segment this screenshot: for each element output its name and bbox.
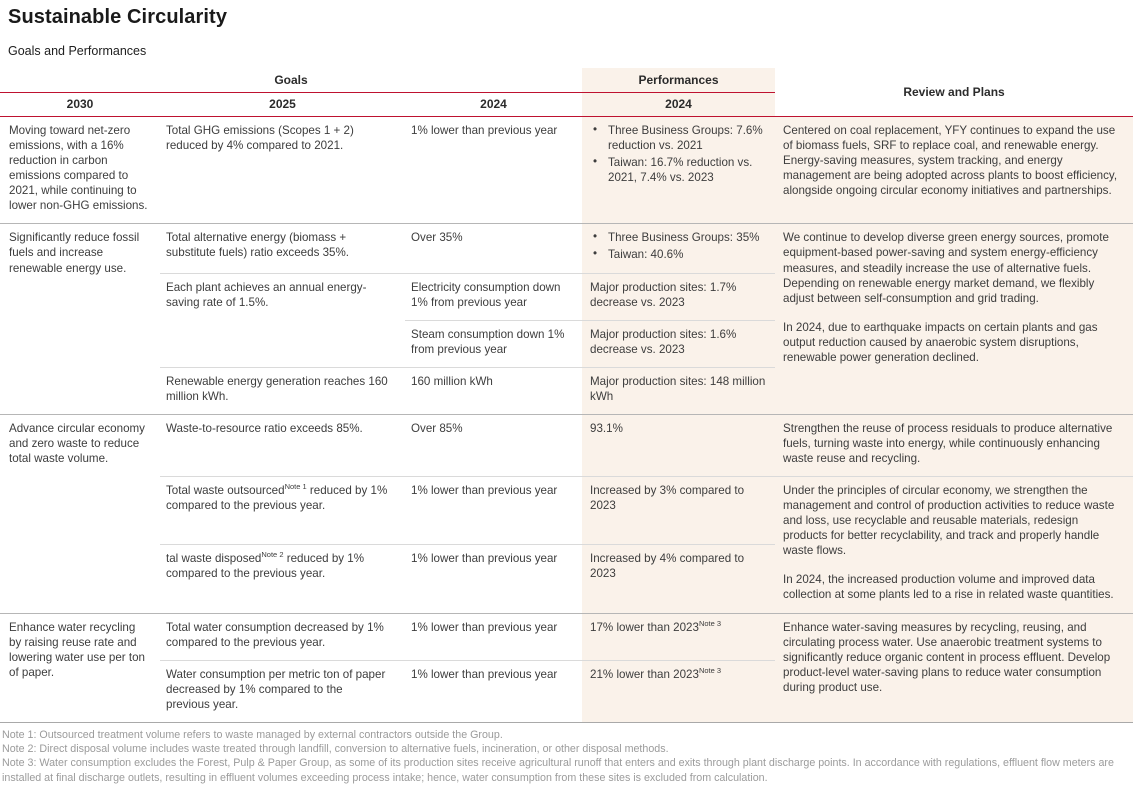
header-goals: Goals xyxy=(0,68,582,93)
table-row xyxy=(0,477,1133,545)
performance-bullet: • Three Business Groups: 7.6% reduction vs. 2021 xyxy=(590,123,767,153)
performance-bullet: • Taiwan: 40.6% xyxy=(590,247,767,262)
goal-2025-cell: Water consumption per metric ton of paper decreased by 1% compared to the previous year. xyxy=(160,660,405,722)
review-paragraph: In 2024, the increased production volume and improved data collection at some plants led to a rise in related waste quantities. xyxy=(783,573,1114,602)
goal-2024-cell: Over 85% xyxy=(405,414,582,476)
performance-bullet: • Three Business Groups: 35% xyxy=(590,230,767,245)
review-paragraph: We continue to develop diverse green energy sources, promote equipment-based power-saving and system energy-efficiency measures, and steadily increase the use of alternative fuels. Depending on renewable energy market demand, we flexibly adjust between self-consumption and grid trading. xyxy=(783,231,1109,305)
page-subtitle: Goals and Performances xyxy=(8,44,147,58)
table-row xyxy=(0,613,1133,660)
goal-2024-cell: 1% lower than previous year xyxy=(405,117,582,224)
performance-cell: Increased by 3% compared to 2023 xyxy=(582,477,775,545)
goal-2024-cell: 1% lower than previous year xyxy=(405,545,582,613)
performance-text: 17% lower than 2023 xyxy=(590,620,699,634)
performance-cell xyxy=(582,660,775,722)
goal-2025-cell xyxy=(160,477,405,545)
performance-cell: Major production sites: 1.7% decrease vs. 2023 xyxy=(582,273,775,320)
header-year-2025: 2025 xyxy=(160,93,405,117)
note-line: Note 1: Outsourced treatment volume refers to waste managed by external contractors outside the Group. xyxy=(2,728,503,741)
performance-bullet: • Taiwan: 16.7% reduction vs. 2021, 7.4% vs. 2023 xyxy=(590,155,767,185)
goal-2030-cell: Enhance water recycling by raising reuse rate and lowering water use per ton of paper. xyxy=(0,613,160,722)
note-line: Note 2: Direct disposal volume includes waste treated through landfill, conversion to alternative fuels, incineration, or other disposal methods. xyxy=(2,743,669,756)
footnotes xyxy=(2,728,1125,785)
goal-2025-cell: Total GHG emissions (Scopes 1 + 2) reduced by 4% compared to 2021. xyxy=(160,117,405,224)
review-paragraph: In 2024, due to earthquake impacts on certain plants and gas output reduction caused by anaerobic system disruptions, renewable power generation declined. xyxy=(783,320,1098,364)
note-line: Note 3: Water consumption excludes the Forest, Pulp & Paper Group, as some of its production sites receive agricultural runoff that enters and exits through plant discharge points. In accordance with regulations, effluent flow meters are installed at final discharge outlets, resulting in effluent volumes exceeding process intake; hence, water consumption from these sites is excluded from calculation. xyxy=(2,757,1114,784)
goal-2024-cell: 1% lower than previous year xyxy=(405,613,582,660)
goal-text: Total waste outsourced xyxy=(166,484,285,498)
goal-2024-cell: 1% lower than previous year xyxy=(405,477,582,545)
performance-cell xyxy=(582,613,775,660)
goal-2025-cell: Each plant achieves an annual energy-saving rate of 1.5%. xyxy=(160,273,405,367)
review-cell xyxy=(775,117,1133,224)
performance-cell xyxy=(582,224,775,273)
goal-2030-cell: Moving toward net-zero emissions, with a 16% reduction in carbon emissions compared to 2021, while continuing to lower non-GHG emissions. xyxy=(0,117,160,224)
performance-cell: Major production sites: 1.6% decrease vs. 2023 xyxy=(582,320,775,367)
header-year-2024-performance: 2024 xyxy=(582,93,775,117)
review-paragraph: Under the principles of circular economy, we strengthen the management and control of production activities to reduce waste and loss, use recyclable and reusable materials, redesign products for better recyclability, and track and properly handle waste flows. xyxy=(783,484,1115,558)
goal-2024-cell: Steam consumption down 1% from previous year xyxy=(405,320,582,367)
header-year-2030: 2030 xyxy=(0,93,160,117)
goal-text: tal waste disposed xyxy=(166,552,262,566)
goal-2030-cell: Advance circular economy and zero waste to reduce total waste volume. xyxy=(0,414,160,613)
goal-2024-cell: 1% lower than previous year xyxy=(405,660,582,722)
header-performances: Performances xyxy=(582,68,775,93)
review-cell xyxy=(775,414,1133,476)
review-cell xyxy=(775,477,1133,613)
goal-2024-cell: Over 35% xyxy=(405,224,582,273)
goal-2025-cell xyxy=(160,545,405,613)
note-ref: Note 2 xyxy=(261,550,284,560)
note-ref: Note 3 xyxy=(698,618,722,628)
goal-2025-cell: Total water consumption decreased by 1% compared to the previous year. xyxy=(160,613,405,660)
performance-cell: Increased by 4% compared to 2023 xyxy=(582,545,775,613)
note-ref: Note 3 xyxy=(698,665,722,675)
goal-text: reduced by 1% compared to the previous year. xyxy=(166,484,388,513)
header-year-2024-goal: 2024 xyxy=(405,93,582,117)
goals-performances-table xyxy=(0,68,1133,723)
review-cell xyxy=(775,224,1133,415)
table-row xyxy=(0,414,1133,476)
table-row xyxy=(0,224,1133,273)
review-cell xyxy=(775,613,1133,722)
performance-cell: 93.1% xyxy=(582,414,775,476)
header-review-and-plans: Review and Plans xyxy=(775,68,1133,117)
goal-2024-cell: Electricity consumption down 1% from previous year xyxy=(405,273,582,320)
page-title: Sustainable Circularity xyxy=(8,6,228,28)
performance-text: 21% lower than 2023 xyxy=(590,667,699,681)
goal-2030-cell: Significantly reduce fossil fuels and increase renewable energy use. xyxy=(0,224,160,415)
goal-2025-cell: Renewable energy generation reaches 160 million kWh. xyxy=(160,367,405,414)
review-paragraph: Centered on coal replacement, YFY continues to expand the use of biomass fuels, SRF to replace coal, and renewable energy. Energy-saving measures, system tracking, and energy management are being adopted across plants to boost efficiency, alongside ongoing circular economy initiatives and partnerships. xyxy=(783,124,1118,198)
goal-2025-cell: Total alternative energy (biomass + substitute fuels) ratio exceeds 35%. xyxy=(160,224,405,273)
review-paragraph: Strengthen the reuse of process residuals to produce alternative fuels, turning waste into energy, while continuously enhancing waste reuse and recycling. xyxy=(783,421,1113,465)
performance-cell xyxy=(582,117,775,224)
goal-text: reduced by 1% compared to the previous year. xyxy=(166,552,365,581)
performance-cell: Major production sites: 148 million kWh xyxy=(582,367,775,414)
goal-2025-cell: Waste-to-resource ratio exceeds 85%. xyxy=(160,414,405,476)
note-ref: Note 1 xyxy=(284,482,307,492)
table-row xyxy=(0,117,1133,224)
goal-2024-cell: 160 million kWh xyxy=(405,367,582,414)
review-paragraph: Enhance water-saving measures by recycling, reusing, and circulating process water. Use anaerobic treatment systems to significantly reduce organic content in process effluent. Develop product-level water-saving plans to reduce water consumption during product use. xyxy=(783,620,1111,694)
